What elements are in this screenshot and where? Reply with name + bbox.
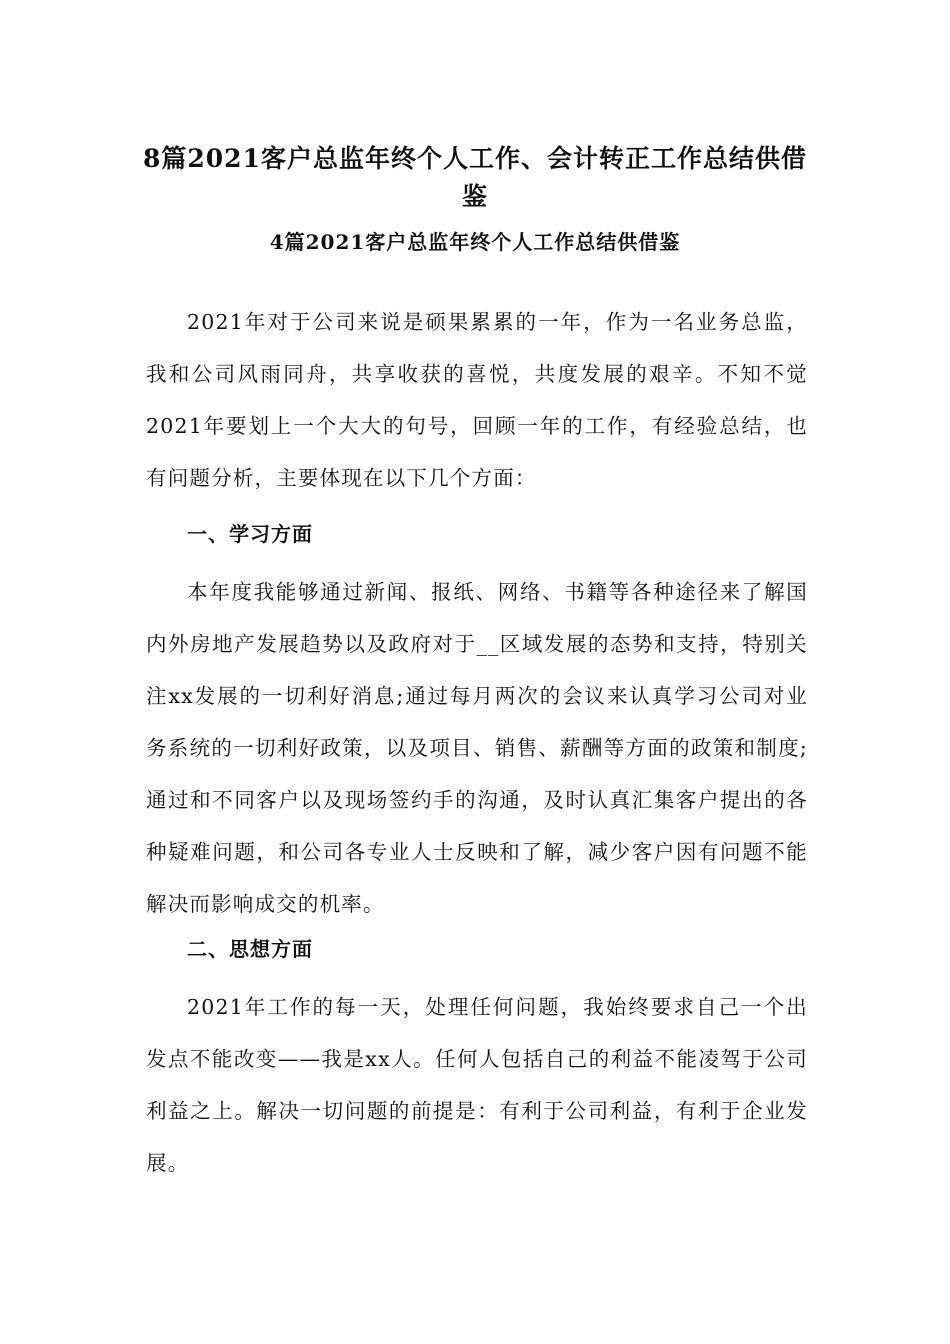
section-heading-thought: 二、思想方面 <box>187 937 313 961</box>
document-title <box>140 140 810 216</box>
document-subtitle: 4篇2021客户总监年终个人工作总结供借鉴 <box>269 230 681 254</box>
section-heading-study: 一、学习方面 <box>187 522 313 546</box>
title-line-1: 8篇2021客户总监年终个人工作、会计转正工作总结供借 <box>143 144 807 173</box>
title-line-2: 鉴 <box>461 182 488 211</box>
thought-paragraph: 2021年工作的每一天，处理任何问题，我始终要求自己一个出发点不能改变——我是xx人。任何人包括自己的利益不能凌驾于公司利益之上。解决一切问题的前提是：有利于公司利益，有利于企业发展。 <box>146 995 808 1175</box>
intro-paragraph: 2021年对于公司来说是硕果累累的一年，作为一名业务总监，我和公司风雨同舟，共享收获的喜悦，共度发展的艰辛。不知不觉2021年要划上一个大大的句号，回顾一年的工作，有经验总结，也有问题分析，主要体现在以下几个方面： <box>146 310 808 490</box>
study-paragraph: 本年度我能够通过新闻、报纸、网络、书籍等各种途径来了解国内外房地产发展趋势以及政府对于__区域发展的态势和支持，特别关注xx发展的一切利好消息;通过每月两次的会议来认真学习公司对业务系统的一切利好政策，以及项目、销售、薪酬等方面的政策和制度;通过和不同客户以及现场签约手的沟通，及时认真汇集客户提出的各种疑难问题，和公司各专业人士反映和了解，减少客户因有问题不能解决而影响成交的机率。 <box>146 580 808 916</box>
